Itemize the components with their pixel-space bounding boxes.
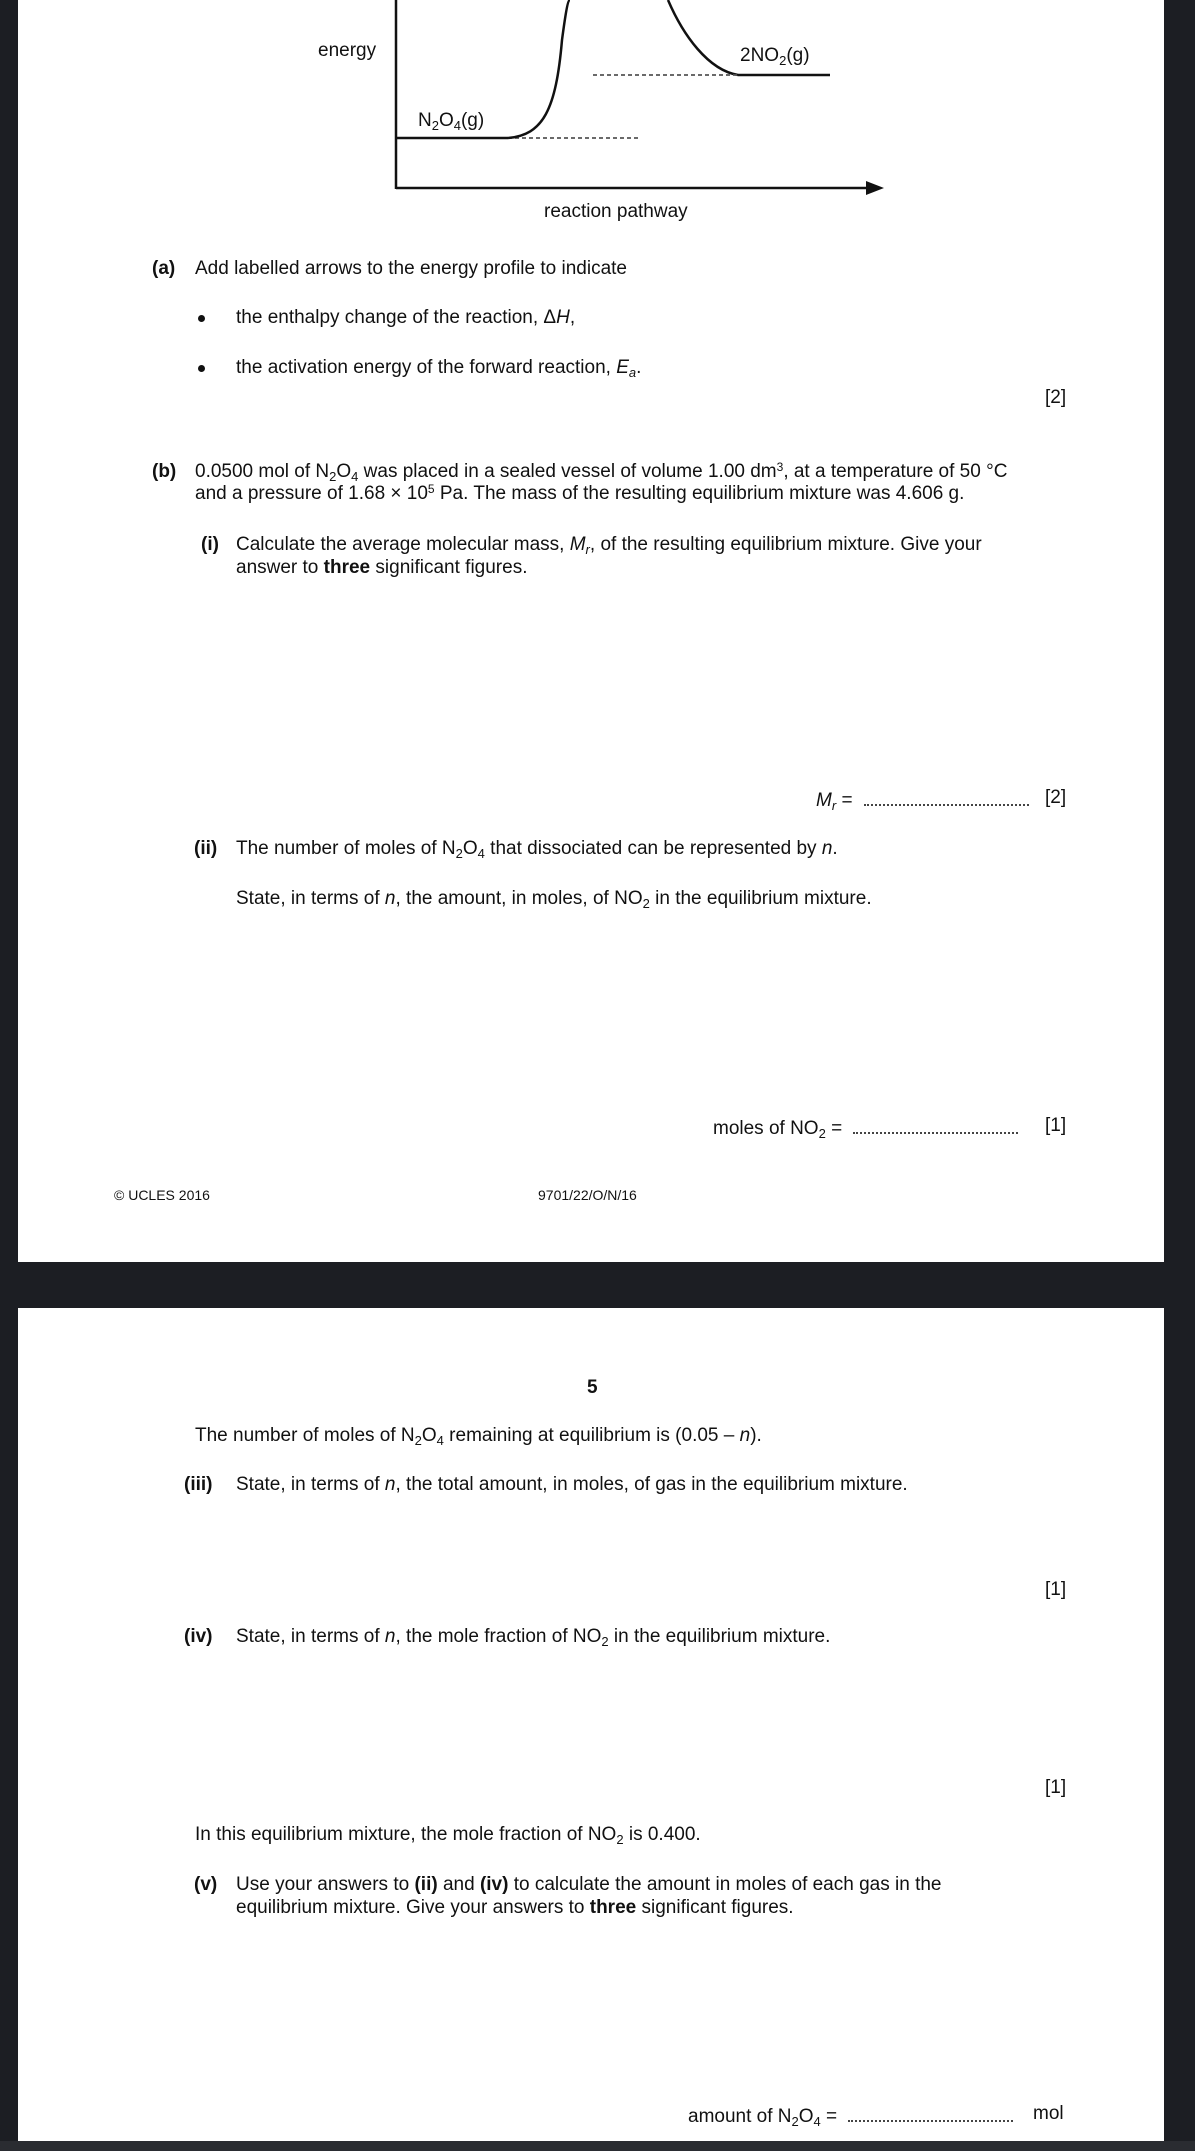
- part-iv-marks: [1]: [1045, 1777, 1067, 1798]
- no2-answer-blank[interactable]: [853, 1114, 1018, 1134]
- exam-page-4: [18, 0, 1164, 1262]
- n2o4-amount-answer-line[interactable]: amount of $N_2O_4$ =: [688, 2102, 1013, 2129]
- equilibrium-intro: The number of moles of $N_2O_4$ remaining at equilibrium is (0.05 – n).: [195, 1425, 762, 1448]
- part-a-marks: [2]: [1045, 387, 1067, 408]
- part-v-label: (v): [194, 1874, 218, 1895]
- part-a-bullet-2: the activation energy of the forward reaction, $E_a$.: [236, 357, 642, 380]
- x-axis-label: reaction pathway: [544, 201, 688, 222]
- product-label: $2NO_2(g)$: [740, 45, 810, 68]
- part-b-line-2: and a pressure of $1.68 \times 10^5$ Pa. The mass of the resulting equilibrium mixture was 4.606 g.: [195, 482, 965, 504]
- page-number: 5: [587, 1377, 598, 1398]
- part-b-line-1: 0.0500 mol of $N_2O_4$ was placed in a sealed vessel of volume 1.00 $dm^3$, at a temperature of 50 °C: [195, 460, 1008, 484]
- mole-fraction-statement: In this equilibrium mixture, the mole fraction of $NO_2$ is 0.400.: [195, 1824, 701, 1847]
- viewer-scrollbar[interactable]: [0, 2141, 1195, 2151]
- bullet: [198, 365, 205, 372]
- part-b-ii-line-2: State, in terms of n, the amount, in moles, of $NO_2$ in the equilibrium mixture.: [236, 888, 872, 911]
- part-iii-label: (iii): [184, 1474, 213, 1495]
- n2o4-amount-blank[interactable]: [848, 2102, 1013, 2122]
- part-iv-label: (iv): [184, 1626, 213, 1647]
- part-iii-marks: [1]: [1045, 1579, 1067, 1600]
- energy-axis-label: energy: [318, 40, 377, 61]
- part-a-bullet-1: the enthalpy change of the reaction, ΔH,: [236, 307, 576, 328]
- part-a-label: (a): [152, 258, 176, 279]
- paper-code: 9701/22/O/N/16: [538, 1187, 637, 1203]
- part-iii-text: State, in terms of n, the total amount, in moles, of gas in the equilibrium mixture.: [236, 1474, 908, 1495]
- reactant-label: $N_2O_4(g)$: [418, 110, 485, 133]
- copyright: © UCLES 2016: [114, 1187, 210, 1203]
- part-b-i-marks: [2]: [1045, 787, 1067, 808]
- part-b-i-label: (i): [201, 534, 219, 555]
- part-a-instruction: Add labelled arrows to the energy profile to indicate: [195, 258, 627, 279]
- reaction-curve-descent: [668, 0, 738, 75]
- part-b-ii-line-1: The number of moles of $N_2O_4$ that dissociated can be represented by n.: [236, 838, 838, 861]
- reaction-curve: [508, 0, 570, 138]
- mr-answer-line[interactable]: $M_r$ =: [816, 786, 1029, 813]
- part-b-label: (b): [152, 461, 177, 482]
- bullet: [198, 315, 205, 322]
- unit-mol: mol: [1033, 2103, 1064, 2124]
- axis-arrowhead: [866, 181, 884, 195]
- mr-answer-blank[interactable]: [864, 786, 1029, 806]
- part-b-i-line-2: answer to three significant figures.: [236, 557, 528, 578]
- exam-page-5: [18, 1308, 1164, 2151]
- no2-answer-line[interactable]: moles of $NO_2$ =: [713, 1114, 1018, 1141]
- part-iv-text: State, in terms of n, the mole fraction of $NO_2$ in the equilibrium mixture.: [236, 1626, 831, 1649]
- part-v-line-1: Use your answers to (ii) and (iv) to calculate the amount in moles of each gas in the: [236, 1874, 942, 1895]
- part-b-ii-label: (ii): [194, 838, 218, 859]
- part-v-line-2: equilibrium mixture. Give your answers to three significant figures.: [236, 1897, 794, 1918]
- part-b-ii-marks: [1]: [1045, 1115, 1067, 1136]
- part-b-i-line-1: Calculate the average molecular mass, $M_r$, of the resulting equilibrium mixture. Give your: [236, 534, 982, 557]
